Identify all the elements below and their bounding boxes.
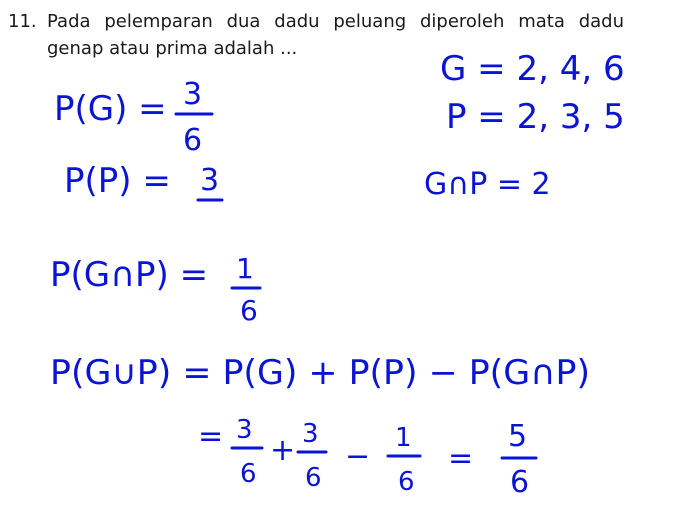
frac2-denominator: 6 <box>305 463 322 493</box>
set-p: P = 2, 3, 5 <box>446 97 625 137</box>
equals-sign-2: = <box>448 441 474 476</box>
result-numerator: 5 <box>508 419 528 454</box>
union-formula: P(G∪P) = P(G) + P(P) − P(G∩P) <box>50 353 590 393</box>
pgp-denominator: 6 <box>240 294 258 327</box>
result-denominator: 6 <box>510 465 530 500</box>
pg-numerator: 3 <box>183 77 203 112</box>
minus-sign: − <box>345 439 371 474</box>
plus-sign: + <box>270 433 296 468</box>
pgp-numerator: 1 <box>236 252 254 285</box>
pgp-label: P(G∩P) = <box>50 255 209 295</box>
frac2-numerator: 3 <box>302 419 319 449</box>
pp-label: P(P) = <box>64 161 171 201</box>
frac1-numerator: 3 <box>236 415 253 445</box>
pp-numerator: 3 <box>200 163 220 198</box>
set-intersection: G∩P = 2 <box>424 167 551 202</box>
pg-denominator: 6 <box>183 123 203 158</box>
question-text: Pada pelemparan dua dadu peluang diperoleh mata dadu genap atau prima adalah ... <box>47 11 624 59</box>
set-g: G = 2, 4, 6 <box>440 49 625 89</box>
pg-label: P(G) = <box>54 89 167 129</box>
question-number: 11. <box>8 11 37 32</box>
frac1-denominator: 6 <box>240 459 257 489</box>
frac3-denominator: 6 <box>398 467 415 497</box>
equals-sign-1: = <box>198 419 224 454</box>
frac3-numerator: 1 <box>395 423 412 453</box>
